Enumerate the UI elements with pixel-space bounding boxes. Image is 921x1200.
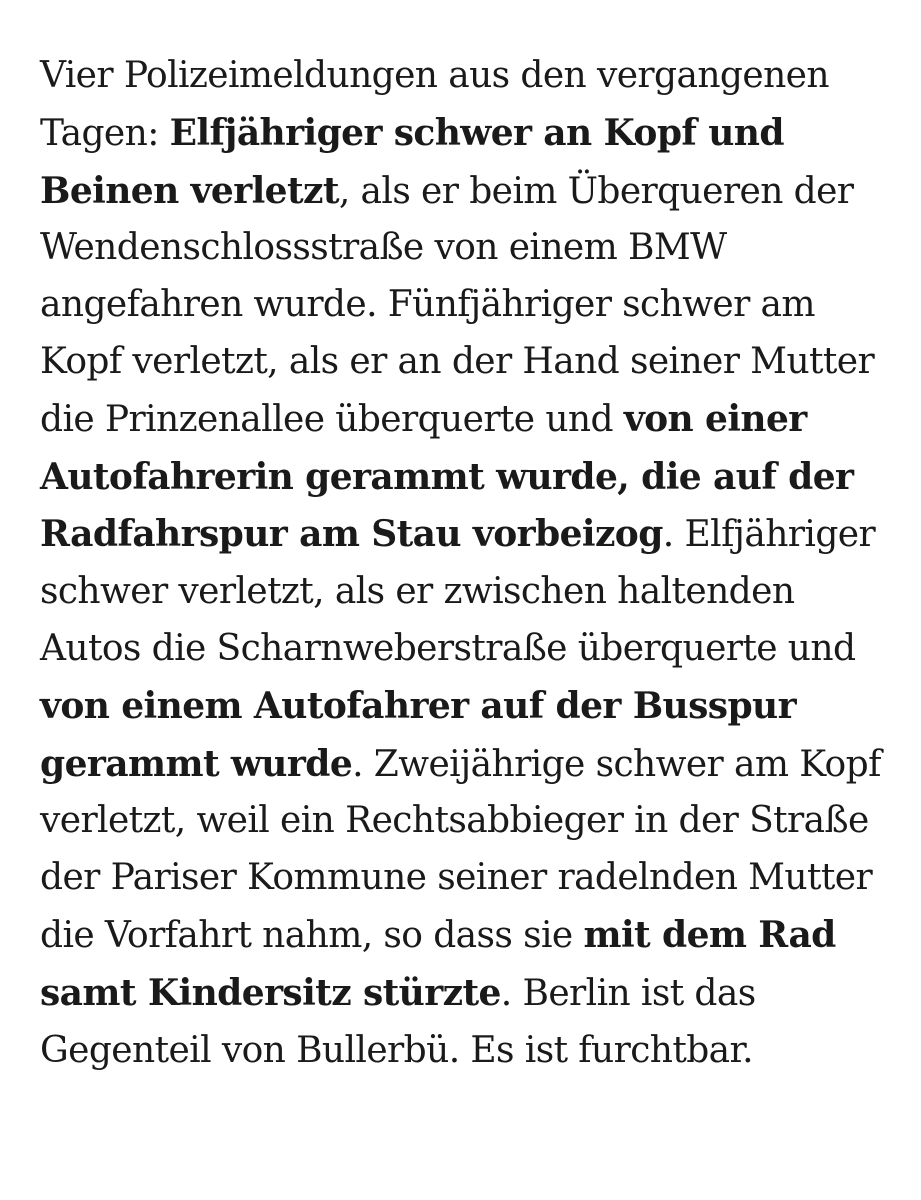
article-body bbox=[40, 48, 900, 1079]
bold-text-segment: Elfjähriger schwer an Kopf und Beinen verletzt bbox=[40, 111, 784, 212]
bold-text-segment: mit dem Rad samt Kindersitz stürzte bbox=[40, 913, 836, 1014]
text-segment: , als er beim Überqueren der Wendenschlossstraße von einem BMW angefahren wurde. Fünfjähriger schwer am Kopf verletzt, als er an der Hand seiner Mutter die Prinzenallee überquerte und bbox=[40, 170, 875, 440]
text-segment: . Berlin ist das Gegenteil von Bullerbü. Es ist furchtbar. bbox=[40, 972, 756, 1071]
text-segment: . Zweijährige schwer am Kopf verletzt, weil ein Rechtsabbieger in der Straße der Pariser Kommune seiner radelnden Mutter die Vorfahrt nahm, so dass sie bbox=[40, 743, 881, 956]
article-paragraph bbox=[40, 48, 900, 1079]
bold-text-segment: von einer Autofahrerin gerammt wurde, die auf der Radfahrspur am Stau vorbeizog bbox=[40, 397, 854, 556]
bold-text-segment: von einem Autofahrer auf der Busspur gerammt wurde bbox=[40, 684, 796, 785]
text-segment: Vier Polizeimeldungen aus den vergangenen Tagen: bbox=[40, 55, 829, 154]
text-segment: . Elfjähriger schwer verletzt, als er zwischen haltenden Autos die Scharnweberstraße überquerte und bbox=[40, 514, 876, 669]
